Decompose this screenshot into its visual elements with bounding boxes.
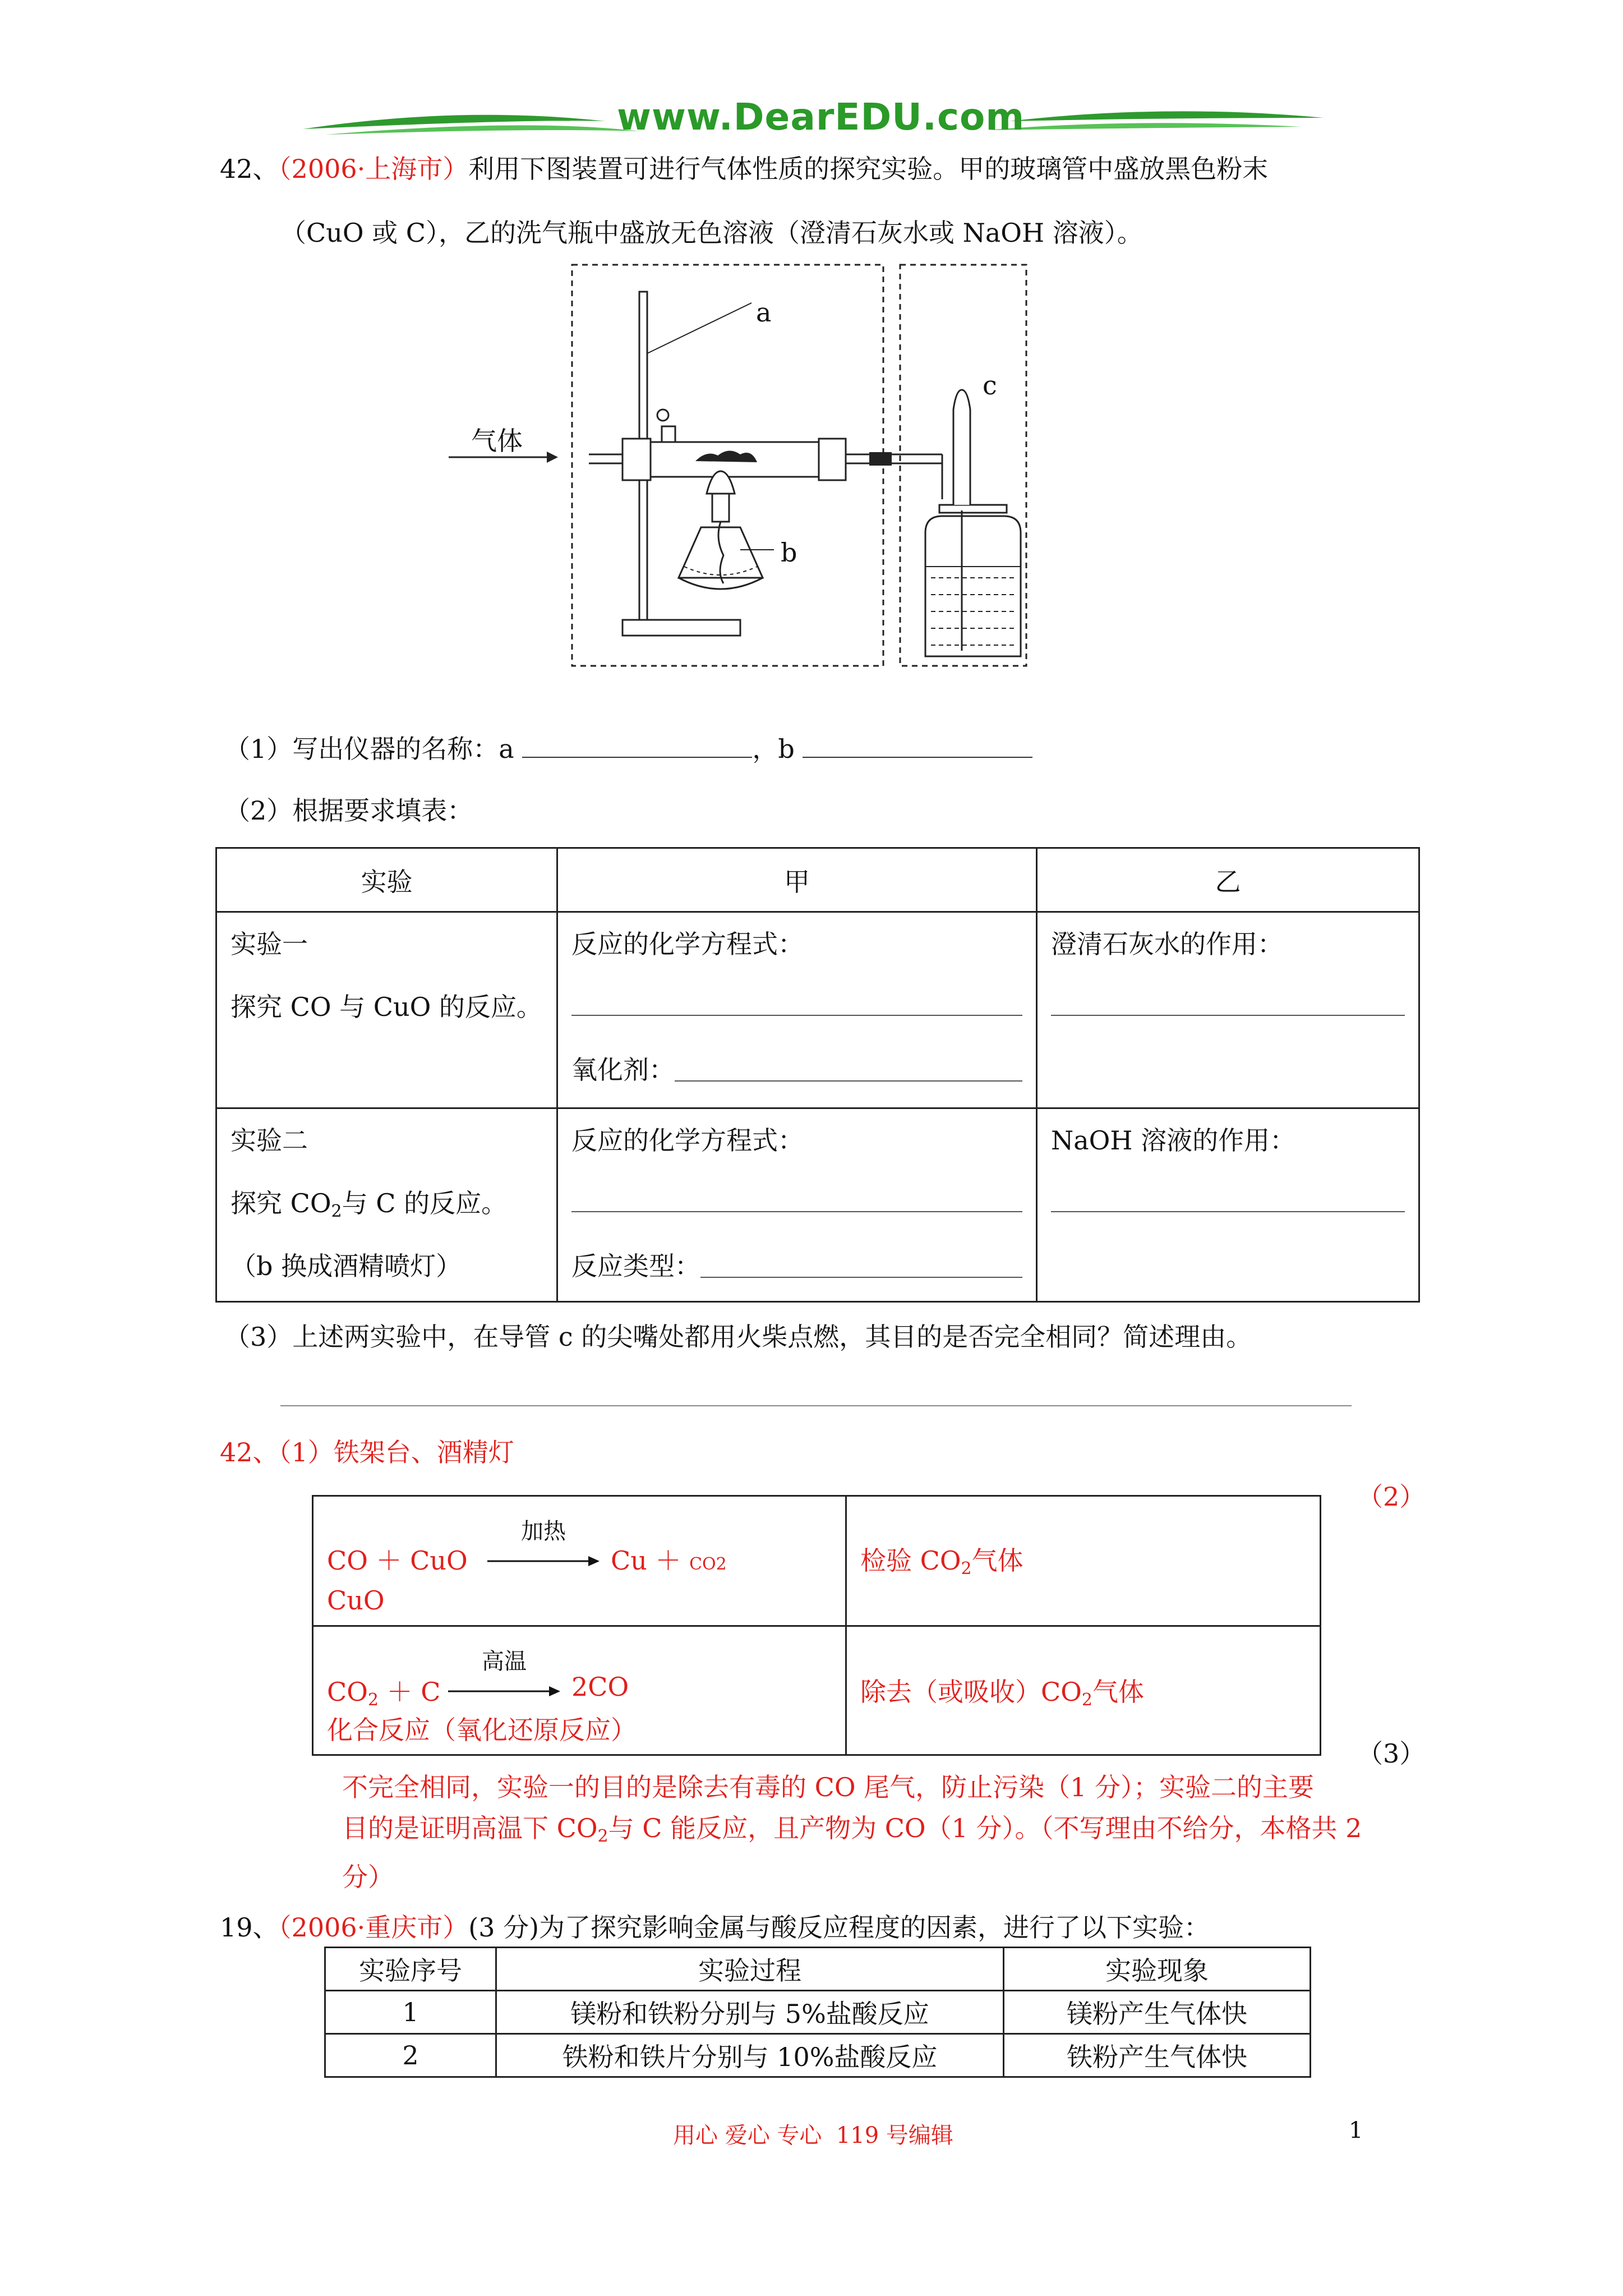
q42-part2: （2）根据要求填表： [224, 795, 473, 826]
ans-row2-right-sub: 2 [1081, 1690, 1093, 1710]
q19-r1-c1 [496, 1991, 1004, 2034]
row2-title: 实验二 [230, 1125, 308, 1156]
q19-r1-c0-text: 1 [402, 1997, 419, 2027]
q19-stem [220, 1907, 1210, 1944]
footer-page-number: 1 [1349, 2118, 1363, 2143]
answer42-part3 [342, 1767, 1362, 1898]
ans-row1-right-text [860, 1540, 1023, 1579]
row1-title: 实验一 [230, 929, 308, 959]
q19-r2-c0-text: 2 [402, 2040, 419, 2070]
ans-row2-right-pre: 除去（或吸收）CO [860, 1677, 1082, 1707]
ans-row1-lhs: CO ＋ CuO [327, 1545, 468, 1576]
row2-note: （b 换成酒精喷灯） [230, 1251, 462, 1281]
ans-row1-rhs: Cu ＋ [611, 1545, 681, 1576]
th-jia [557, 848, 1037, 912]
q19-stem-text: (3 分)为了探究影响金属与酸反应程度的因素，进行了以下实验： [468, 1912, 1210, 1943]
answer42-part3-line2 [342, 1808, 1362, 1857]
q19-r2-c2 [1004, 2034, 1311, 2077]
ans-row2-line2: 化合反应（氧化还原反应） [327, 1715, 637, 1745]
answer42-part1: 42、（1）铁架台、酒精灯 [220, 1437, 514, 1467]
row1-desc: 探究 CO 与 CuO 的反应。 [230, 992, 542, 1022]
part3-answer-line[interactable] [280, 1405, 1352, 1406]
row2-jia-label: 反应的化学方程式： [571, 1125, 804, 1156]
row2-desc-pre: 探究 CO [230, 1188, 331, 1218]
wash-bottle [925, 516, 1021, 656]
answer42-table [312, 1495, 1321, 1756]
ans-row2-arrow [448, 1644, 560, 1694]
ans-row2-lhs-pre: CO [327, 1677, 368, 1707]
ans-row2-right-text [860, 1672, 1144, 1710]
table-row [325, 1991, 1311, 2034]
row2-jia-answer[interactable] [571, 1172, 1022, 1212]
blank-a[interactable] [522, 728, 752, 758]
table-row [325, 2034, 1311, 2077]
blank-b[interactable] [803, 728, 1032, 758]
ans-row2-lhs-sub: 2 [367, 1690, 379, 1710]
answer42-mark2: （2） [1357, 1481, 1426, 1512]
part3-line2-post: 与 C 能反应，且产物为 CO（1 分）。（不写理由不给分，本格共 2 [608, 1813, 1362, 1843]
answer42-part3-line1: 不完全相同，实验一的目的是除去有毒的 CO 尾气，防止污染（1 分）；实验二的主要 [342, 1772, 1315, 1802]
row2-experiment [216, 1108, 557, 1302]
row2-jia [557, 1108, 1037, 1302]
arrow-icon [487, 1553, 600, 1570]
q19-table [324, 1947, 1311, 2078]
part1-sep: ，b [752, 734, 795, 764]
row2-desc [230, 1172, 543, 1235]
ans-row1-equation [327, 1540, 468, 1577]
th-yi [1037, 848, 1419, 912]
q42-part1 [224, 724, 1032, 774]
part3-line2-sub: 2 [597, 1826, 608, 1846]
ans-row2-left [313, 1626, 846, 1755]
q19-r2-c0 [325, 2034, 496, 2077]
th-experiment-text: 实验 [361, 866, 413, 897]
row2-yi [1037, 1108, 1419, 1302]
q19-r1-c1-text: 镁粉和铁粉分别与 5%盐酸反应 [570, 1999, 929, 2029]
ans-row1-left [313, 1496, 846, 1626]
q19-r1-c2 [1004, 1991, 1311, 2034]
footer-center: 用心 爱心 专心 119 号编辑 [673, 2123, 953, 2148]
q42-part3: （3）上述两实验中，在导管 c 的尖嘴处都用火柴点燃，其目的是否完全相同？简述理由。 [224, 1322, 1252, 1352]
ans-row1-line2: CuO [327, 1585, 385, 1616]
ans-row1-arrow [487, 1513, 600, 1564]
q42-stem-1: 利用下图装置可进行气体性质的探究实验。甲的玻璃管中盛放黑色粉末 [468, 154, 1269, 184]
ans-row1-right-post: 气体 [971, 1545, 1023, 1576]
q19-th-0 [325, 1948, 496, 1991]
ans-row1-cond: 加热 [521, 1519, 566, 1544]
row2-type-blank[interactable] [700, 1254, 1022, 1278]
row1-jia-answer[interactable] [571, 976, 1022, 1016]
ans-row2-right [846, 1626, 1321, 1755]
tube-c [953, 390, 970, 505]
answer42-mark3: （3） [1357, 1738, 1426, 1769]
q19-r2-c1 [496, 2034, 1004, 2077]
row1-jia-label: 反应的化学方程式： [571, 929, 804, 959]
th-yi-text: 乙 [1215, 866, 1241, 897]
row1-yi-answer[interactable] [1051, 976, 1405, 1016]
row2-jia-extra [571, 1235, 1022, 1297]
q19-th-2 [1004, 1948, 1311, 1991]
q19-r2-c2-text: 铁粉产生气体快 [1067, 2042, 1247, 2072]
answer42-part3-line3: 分） [342, 1862, 394, 1892]
q19-r1-c0 [325, 1991, 496, 2034]
q19-r2-c1-text: 铁粉和铁片分别与 10%盐酸反应 [562, 2042, 938, 2072]
ans-row2-cond: 高温 [482, 1649, 527, 1674]
ans-row1-right [846, 1496, 1321, 1626]
row2-desc-sub: 2 [331, 1202, 342, 1221]
label-b: b [781, 537, 797, 568]
ans-row1-rhs-wrap [611, 1540, 727, 1577]
q42-number: 42、 [220, 154, 279, 184]
row2-type-label: 反应类型： [571, 1251, 700, 1281]
row1-oxidant-blank[interactable] [675, 1058, 1022, 1082]
label-gas: 气体 [471, 426, 523, 456]
q19-th-2-text: 实验现象 [1105, 1955, 1209, 1986]
ans-row2-rhs: 2CO [571, 1672, 629, 1702]
iron-stand-base [623, 620, 740, 636]
q19-number: 19、 [220, 1912, 279, 1943]
part3-line2-pre: 目的是证明高温下 CO [342, 1813, 598, 1843]
q19-th-1 [496, 1948, 1004, 1991]
ans-row2-right-post: 气体 [1092, 1677, 1145, 1707]
row1-yi-label: 澄清石灰水的作用： [1051, 929, 1283, 959]
q19-source: （2006·重庆市） [278, 1912, 469, 1943]
arrow-icon [448, 1683, 560, 1700]
th-experiment [216, 848, 557, 912]
row1-yi [1037, 912, 1419, 1108]
q19-th-1-text: 实验过程 [698, 1955, 801, 1986]
q19-r1-c2-text: 镁粉产生气体快 [1067, 1999, 1247, 2029]
row2-yi-label: NaOH 溶液的作用： [1051, 1125, 1296, 1156]
q42-table [215, 847, 1420, 1303]
row1-oxidant-label: 氧化剂： [571, 1055, 675, 1085]
q42-source: （2006·上海市） [278, 154, 469, 184]
q42-line1 [220, 144, 1268, 194]
ans-row1-right-sub: 2 [961, 1559, 972, 1579]
site-name: www.DearEDU.com [617, 95, 1025, 139]
label-a: a [756, 297, 772, 328]
row1-jia [557, 912, 1037, 1108]
q19-th-0-text: 实验序号 [359, 1955, 462, 1986]
q42-line2: （CuO 或 C），乙的洗气瓶中盛放无色溶液（澄清石灰水或 NaOH 溶液）。 [280, 218, 1143, 248]
row2-yi-answer[interactable] [1051, 1172, 1405, 1212]
row2-desc-post: 与 C 的反应。 [342, 1188, 508, 1218]
row1-experiment [216, 912, 557, 1108]
ans-row1-rhs-small: CO2 [689, 1554, 727, 1574]
ans-row2-lhs-post: ＋ C [379, 1677, 441, 1707]
apparatus-figure [437, 264, 1077, 673]
part1-prefix: （1）写出仪器的名称：a [224, 734, 514, 764]
ans-row1-right-pre: 检验 CO [860, 1545, 961, 1576]
row1-jia-extra [571, 1038, 1022, 1101]
label-c: c [983, 370, 997, 401]
th-jia-text: 甲 [784, 866, 810, 897]
header-logo [292, 95, 1335, 151]
ans-row2-lhs [327, 1672, 440, 1710]
